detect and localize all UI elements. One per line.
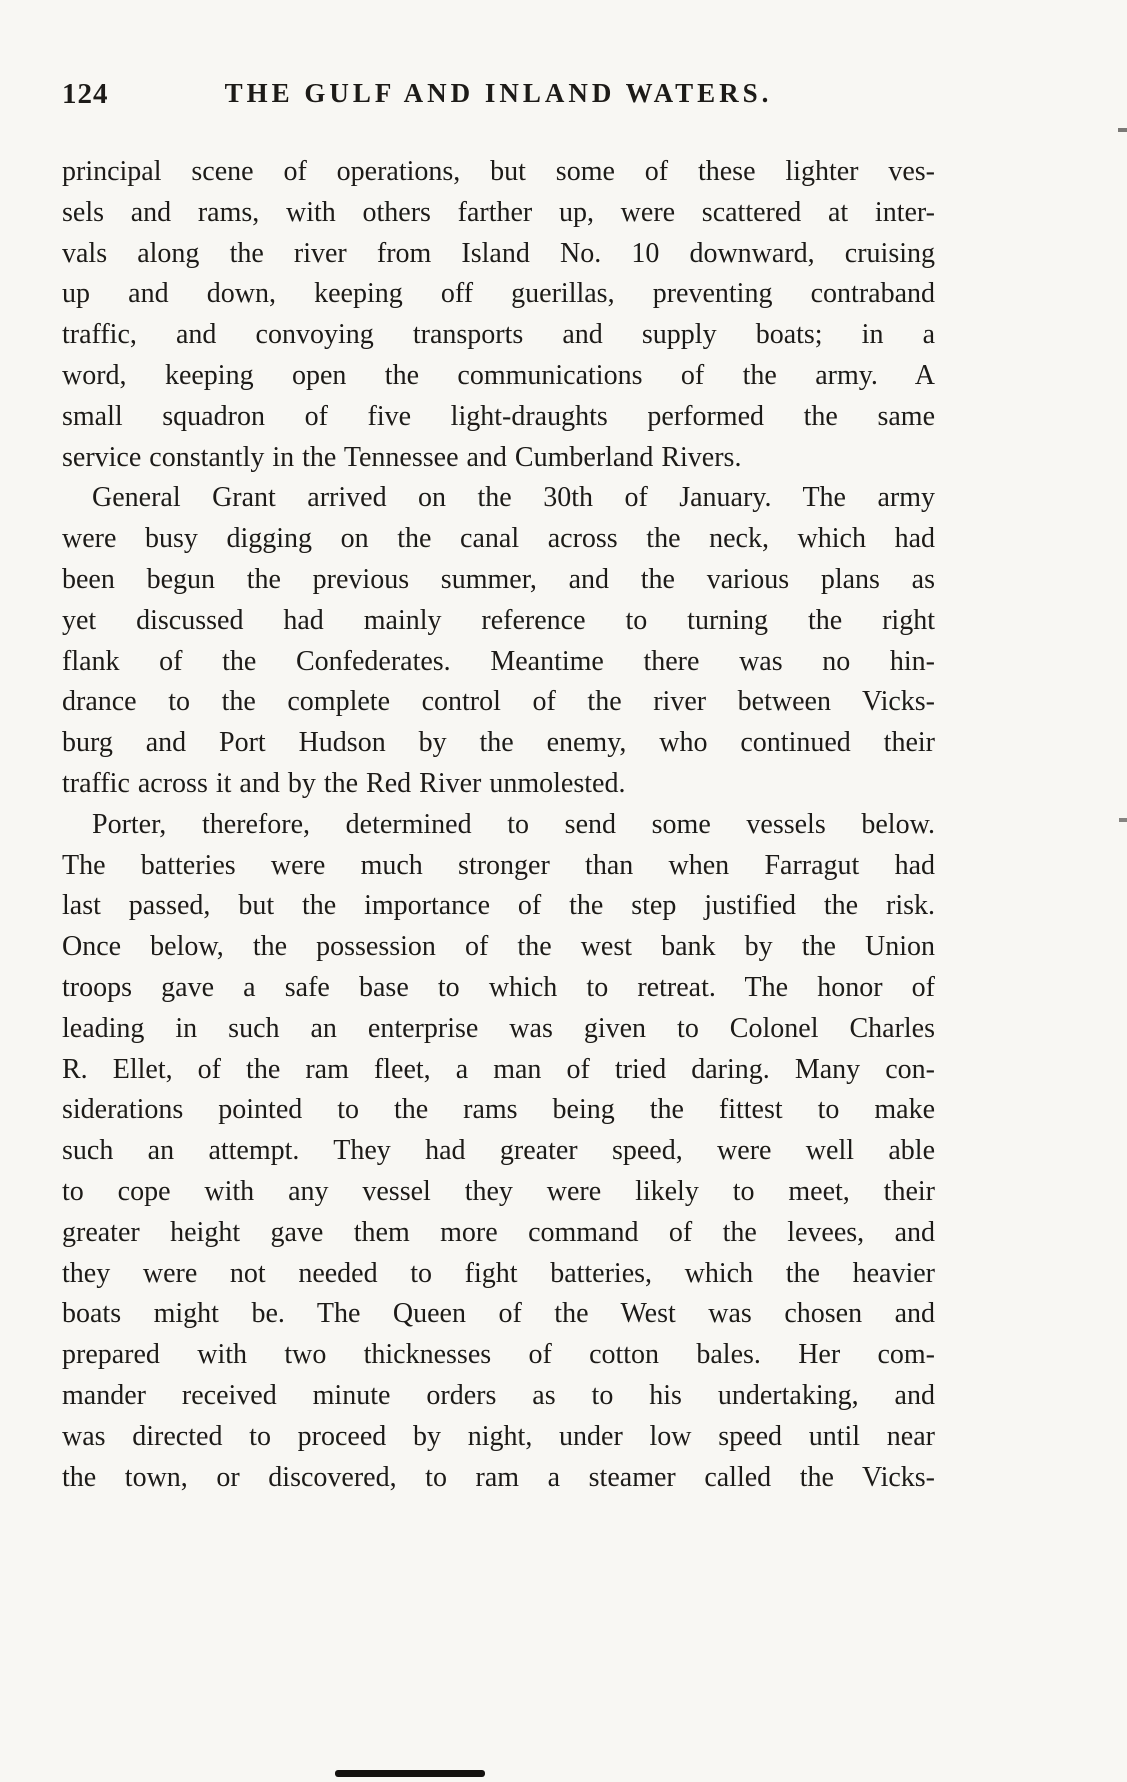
text-line: leading in such an enterprise was given to Colonel Charles — [62, 1012, 935, 1044]
text-line: up and down, keeping off guerillas, preventing contraband — [62, 278, 935, 310]
text-line: Porter, therefore, determined to send some vessels below. — [92, 808, 935, 840]
text-line: was directed to proceed by night, under low speed until near — [62, 1420, 935, 1452]
text-line: boats might be. The Queen of the West was chosen and — [62, 1298, 935, 1330]
text-block — [62, 152, 935, 1498]
text-line: principal scene of operations, but some of these lighter ves- — [62, 156, 935, 187]
text-line: been begun the previous summer, and the various plans as — [62, 563, 935, 595]
scan-artifact-edge-tick — [1118, 128, 1127, 132]
running-title: THE GULF AND INLAND WATERS. — [224, 78, 773, 108]
paragraph — [62, 478, 935, 804]
scan-artifact-edge-tick — [1119, 818, 1127, 822]
text-line: Once below, the possession of the west bank by the Union — [62, 931, 935, 963]
text-line: the town, or discovered, to ram a steamer called the Vicks- — [62, 1461, 935, 1493]
paragraph — [62, 152, 935, 478]
text-line: they were not needed to fight batteries, which the heavier — [62, 1257, 935, 1289]
paragraph — [62, 805, 935, 1499]
text-line: were busy digging on the canal across the neck, which had — [62, 523, 935, 555]
text-line: sels and rams, with others farther up, were scattered at inter- — [62, 196, 935, 228]
page-header — [62, 78, 935, 118]
text-line: greater height gave them more command of the levees, and — [62, 1216, 935, 1248]
text-line: traffic, and convoying transports and supply boats; in a — [62, 319, 935, 351]
text-line: word, keeping open the communications of the army. A — [62, 359, 935, 391]
text-line: mander received minute orders as to his undertaking, and — [62, 1379, 935, 1411]
text-line: traffic across it and by the Red River unmolested. — [62, 767, 626, 799]
text-line: yet discussed had mainly reference to turning the right — [62, 604, 935, 636]
text-line: last passed, but the importance of the step justified the risk. — [62, 890, 935, 922]
text-line: The batteries were much stronger than when Farragut had — [62, 849, 935, 881]
text-line: such an attempt. They had greater speed, were well able — [62, 1135, 935, 1167]
text-line: vals along the river from Island No. 10 downward, cruising — [62, 237, 935, 269]
text-line: drance to the complete control of the river between Vicks- — [62, 686, 935, 718]
text-line: small squadron of five light-draughts performed the same — [62, 400, 935, 432]
page-number: 124 — [62, 78, 109, 110]
text-line: to cope with any vessel they were likely to meet, their — [62, 1175, 935, 1207]
text-line: service constantly in the Tennessee and Cumberland Rivers. — [62, 441, 742, 473]
text-line: flank of the Confederates. Meantime there was no hin- — [62, 645, 935, 677]
text-line: General Grant arrived on the 30th of January. The army — [92, 482, 935, 514]
text-line: R. Ellet, of the ram fleet, a man of tried daring. Many con- — [62, 1053, 935, 1085]
text-line: burg and Port Hudson by the enemy, who continued their — [62, 727, 935, 759]
text-line: siderations pointed to the rams being the fittest to make — [62, 1094, 935, 1126]
text-line: troops gave a safe base to which to retreat. The honor of — [62, 971, 935, 1003]
text-line: prepared with two thicknesses of cotton bales. Her com- — [62, 1339, 935, 1371]
scan-artifact-bottom-bar — [335, 1770, 485, 1777]
